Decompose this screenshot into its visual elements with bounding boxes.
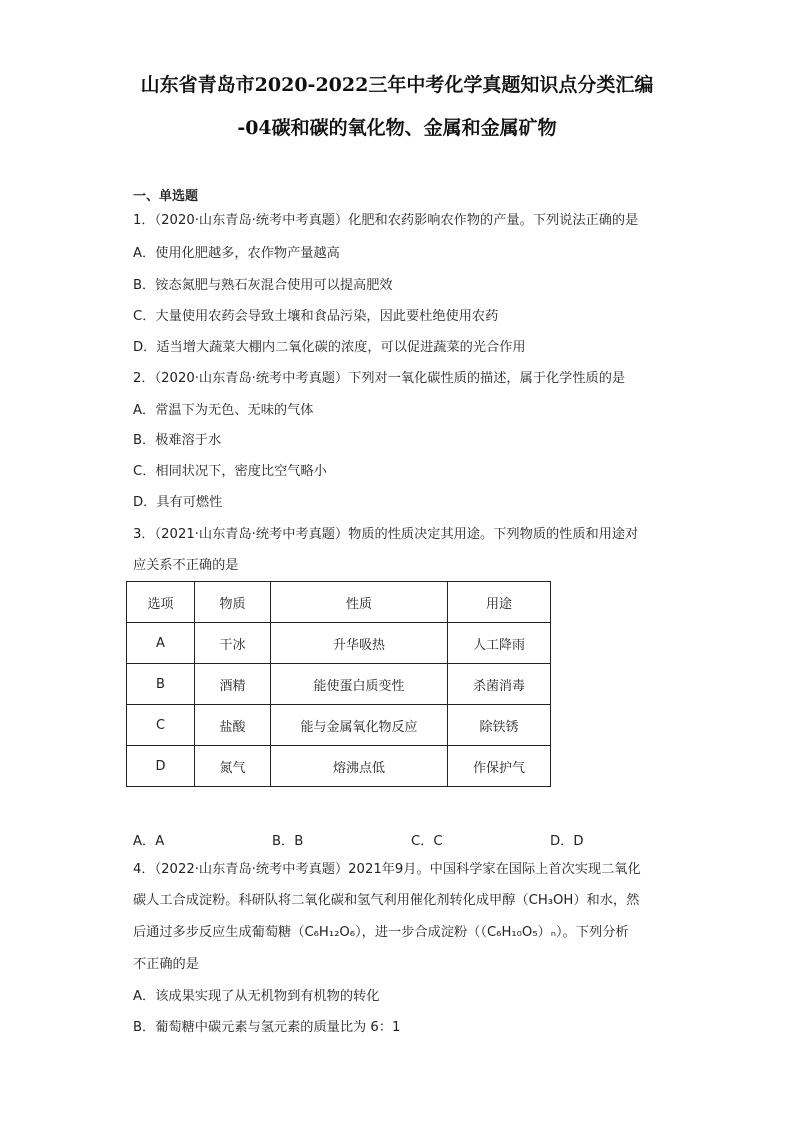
table-cell: 酒精 (195, 664, 271, 705)
q1-option-b: B．铵态氮肥与熟石灰混合使用可以提高肥效 (133, 278, 393, 293)
table-cell: 除铁锈 (448, 705, 551, 746)
q1-option-a: A．使用化肥越多，农作物产量越高 (133, 246, 340, 261)
document-title-line2: -04碳和碳的氧化物、金属和金属矿物 (237, 117, 557, 139)
table-header-cell: 物质 (195, 582, 271, 623)
table-cell: 熔沸点低 (271, 746, 448, 787)
q2-option-d: D．具有可燃性 (133, 495, 223, 510)
document-title-line1: 山东省青岛市2020-2022三年中考化学真题知识点分类汇编 (140, 74, 654, 96)
table-cell: 升华吸热 (271, 623, 448, 664)
q4-stem-line1: 4．（2022·山东青岛·统考中考真题）2021年9月。中国科学家在国际上首次实现二氧化 (133, 862, 641, 877)
q4-stem-line2: 碳人工合成淀粉。科研队将二氧化碳和氢气利用催化剂转化成甲醇（CH₃OH）和水，然 (133, 893, 640, 908)
q3-option-d: D．D (550, 834, 584, 849)
q4-stem-line4: 不正确的是 (133, 957, 199, 972)
q2-option-b: B．极难溶于水 (133, 433, 222, 448)
q2-stem: 2．（2020·山东青岛·统考中考真题）下列对一氧化碳性质的描述，属于化学性质的是 (133, 371, 626, 386)
table-row (127, 664, 551, 705)
q4-option-a: A．该成果实现了从无机物到有机物的转化 (133, 989, 380, 1004)
q2-option-c: C．相同状况下，密度比空气略小 (133, 464, 327, 479)
table-header-cell: 性质 (271, 582, 448, 623)
q1-option-c: C．大量使用农药会导致土壤和食品污染，因此要杜绝使用农药 (133, 309, 499, 324)
table-cell: C (127, 705, 195, 746)
q3-option-a: A．A (133, 834, 165, 849)
table-cell: 盐酸 (195, 705, 271, 746)
table-header-cell: 选项 (127, 582, 195, 623)
q4-option-b: B．葡萄糖中碳元素与氢元素的质量比为 6：1 (133, 1020, 401, 1035)
table-row (127, 623, 551, 664)
table-row (127, 705, 551, 746)
table-cell: 氮气 (195, 746, 271, 787)
table-header-row (127, 582, 551, 623)
table-cell: D (127, 746, 195, 787)
table-cell: 能使蛋白质变性 (271, 664, 448, 705)
q4-line3-rest: C₆H₁₂O₆），进一步合成淀粉（（C₆H₁₀O₅）ₙ）。下列分析 (304, 925, 629, 940)
q1-stem: 1．（2020·山东青岛·统考中考真题）化肥和农药影响农作物的产量。下列说法正确的是 (133, 213, 639, 228)
table-cell: 能与金属氧化物反应 (271, 705, 448, 746)
table-cell: B (127, 664, 195, 705)
table-cell: 杀菌消毒 (448, 664, 551, 705)
q3-option-b: B．B (272, 834, 304, 849)
table-cell: A (127, 623, 195, 664)
section-heading: 一、单选题 (133, 189, 199, 204)
table-header-cell: 用途 (448, 582, 551, 623)
table-cell: 干冰 (195, 623, 271, 664)
q3-table (126, 581, 551, 787)
q1-option-d: D．适当增大蔬菜大棚内二氧化碳的浓度，可以促进蔬菜的光合作用 (133, 340, 526, 355)
table-cell: 人工降雨 (448, 623, 551, 664)
q3-option-c: C．C (411, 834, 443, 849)
q4-stem-line3 (133, 924, 629, 942)
table-cell: 作保护气 (448, 746, 551, 787)
q2-option-a: A．常温下为无色、无味的气体 (133, 403, 314, 418)
q3-stem-line1: 3．（2021·山东青岛·统考中考真题）物质的性质决定其用途。下列物质的性质和用途对 (133, 527, 639, 542)
q4-line3-pre: 后通过多步反应生成葡萄糖（ (133, 925, 305, 940)
q3-stem-line2: 应关系不正确的是 (133, 558, 239, 573)
table-row (127, 746, 551, 787)
